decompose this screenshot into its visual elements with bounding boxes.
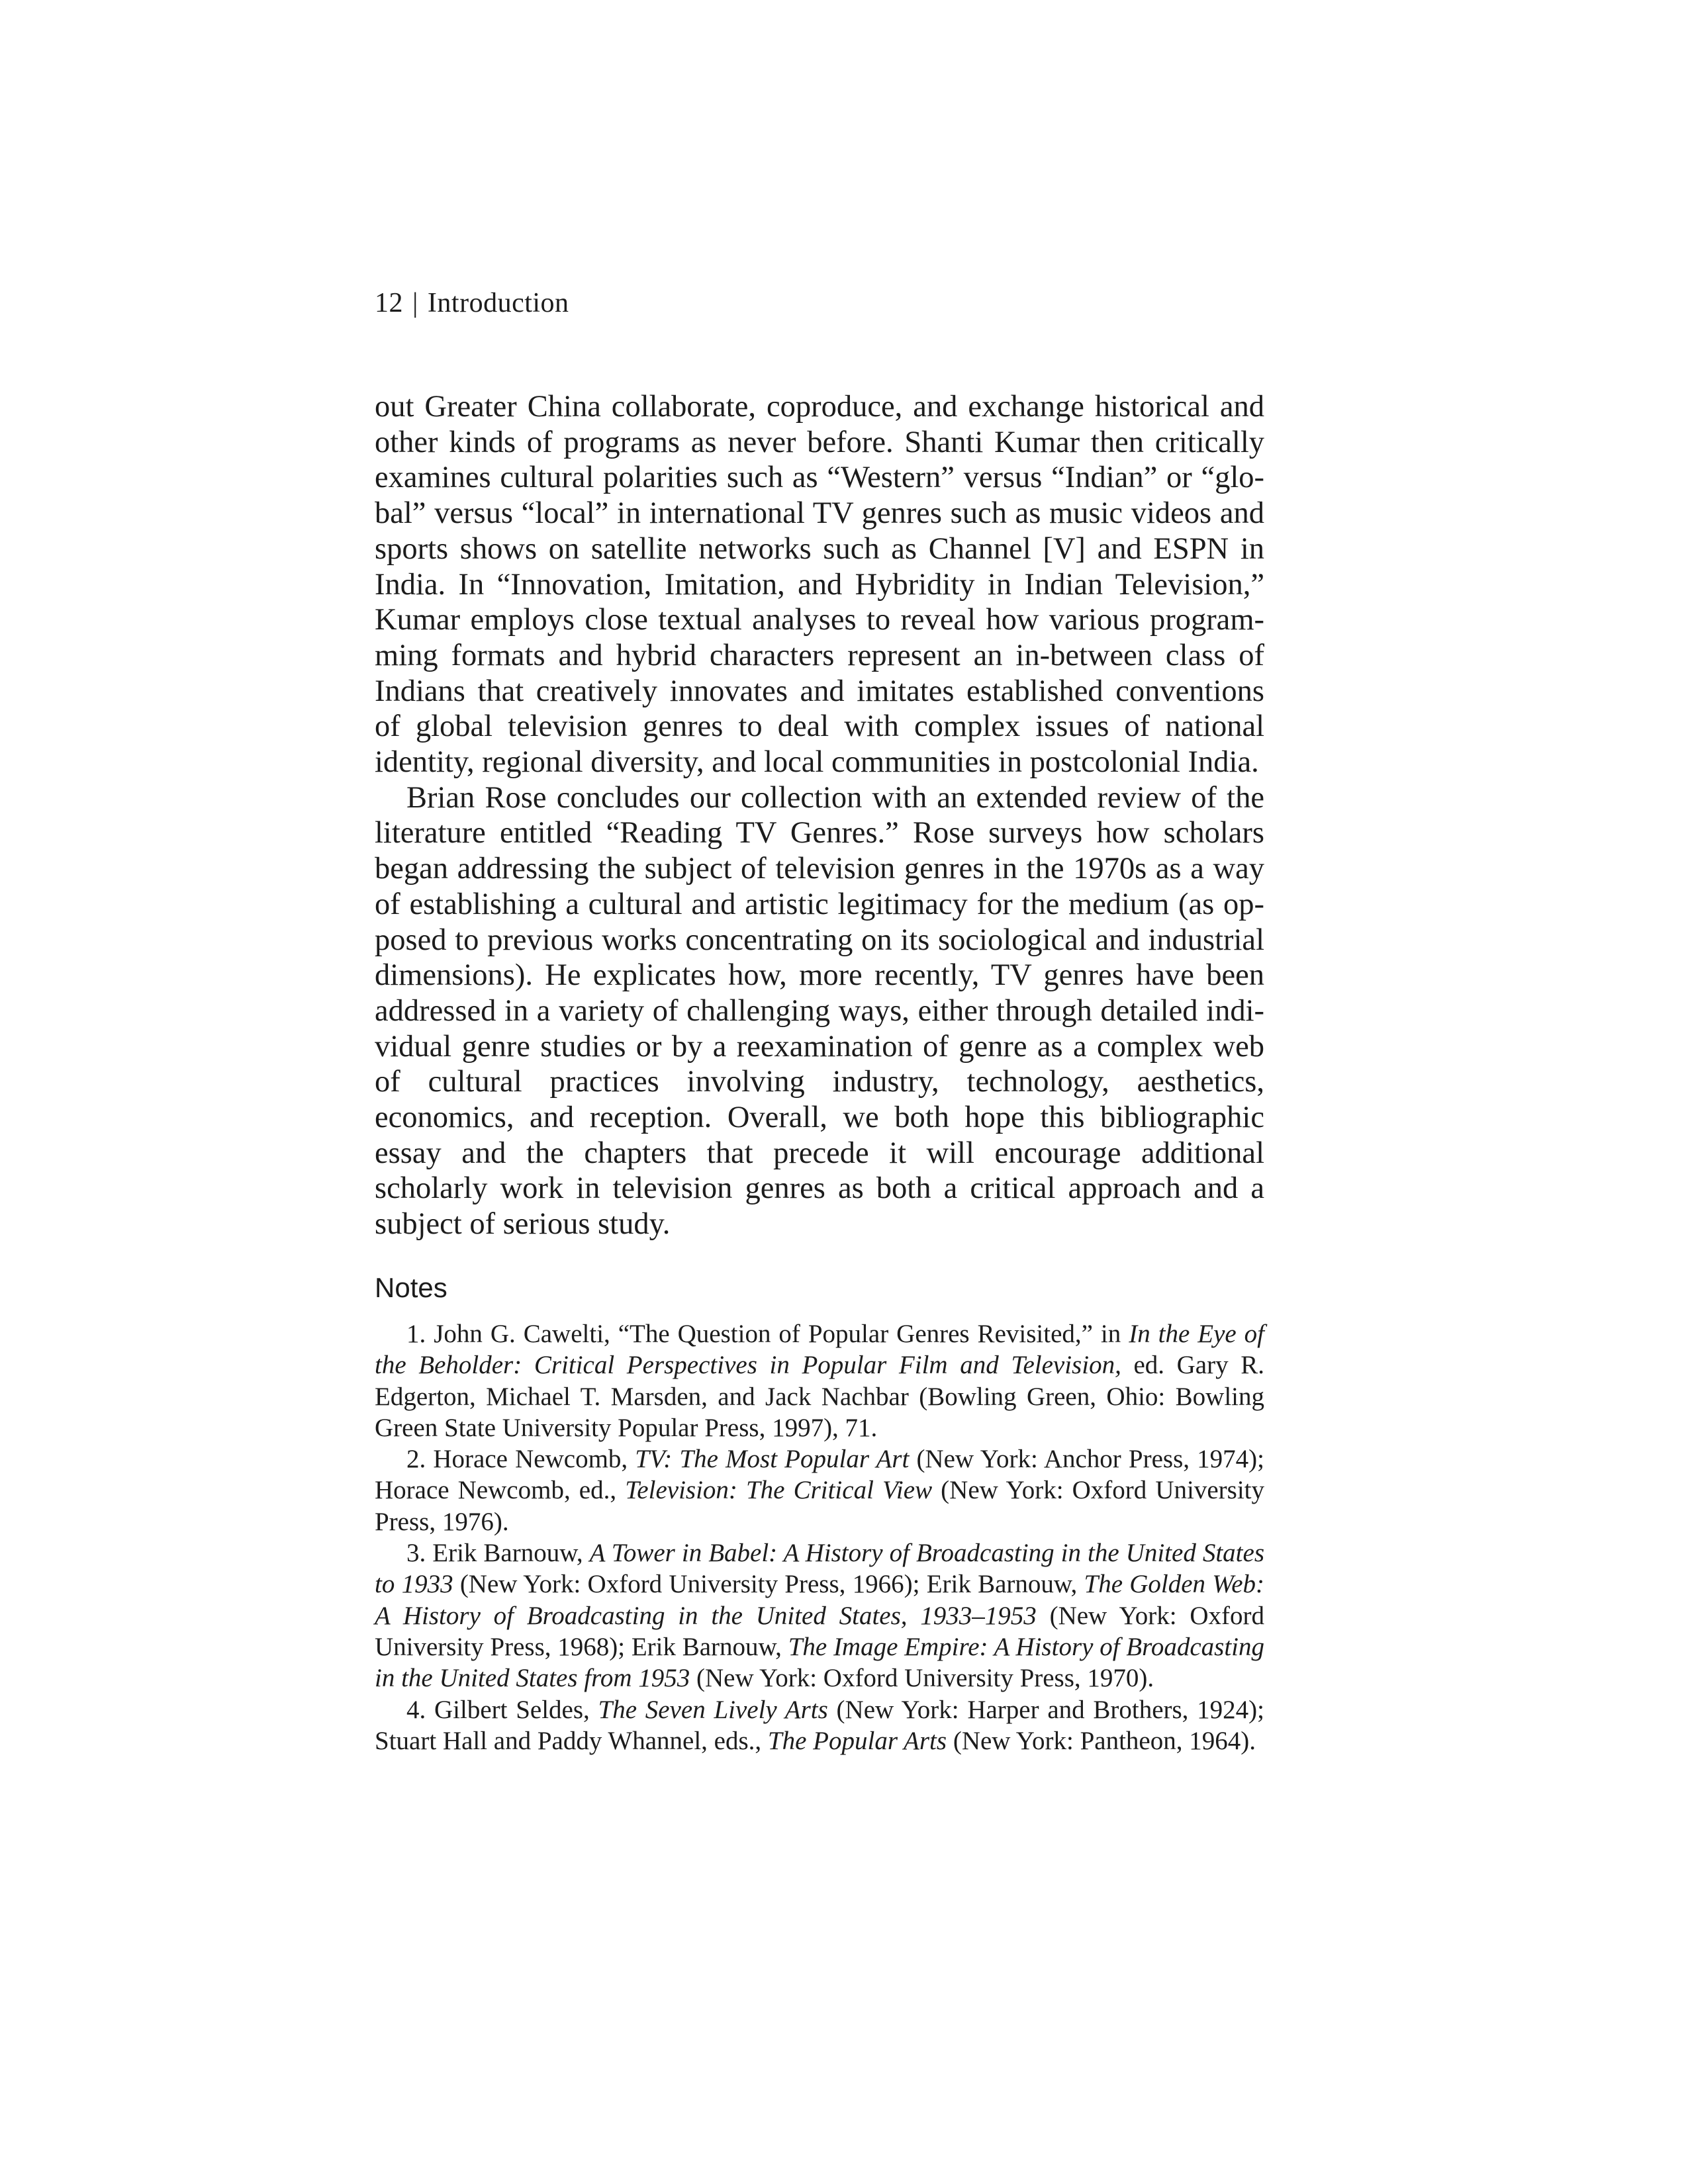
note-4-title: The Popular Arts [767, 1726, 947, 1755]
note-4 [375, 1694, 1264, 1757]
body-paragraph-1: out Greater China collaborate, coproduce, and exchange historical and other kinds of programs as never before. Shanti Kumar then critically examines cultural polarities such as “Western” versus “Indian” or “global” versus “local” in international TV genres such as music videos and sports shows on satellite networks such as Channel [V] and ESPN in India. In “Innovation, Imitation, and Hybridity in Indian Television,” Kumar employs close textual analyses to reveal how various programming formats and hybrid characters represent an in-between class of Indians that creatively innovates and imitates established conventions of global television genres to deal with complex issues of national identity, regional diversity, and local communities in postcolonial India. [375, 390, 1264, 780]
note-2-text: (New York: Oxford University Press, 1976). [375, 1476, 1264, 1536]
note-1 [375, 1318, 1264, 1443]
note-2-title: TV: The Most Popular Art [635, 1445, 910, 1474]
note-2 [375, 1443, 1264, 1537]
body-paragraph-2: Brian Rose concludes our collection with an extended review of the literature entitled “Reading TV Genres.” Rose surveys how scholars began addressing the subject of television genres in the 1970s as a way of establishing a cultural and artistic legitimacy for the medium (as opposed to previous works concentrating on its sociological and industrial dimensions). He explicates how, more recently, TV genres have been addressed in a variety of challenging ways, either through detailed individual genre studies or by a reexamination of genre as a complex web of cultural practices involving industry, technology, aesthetics, economics, and reception. Overall, we both hope this bibliographic essay and the chapters that precede it will encourage additional scholarly work in television genres as both a critical approach and a subject of serious study. [375, 780, 1264, 1242]
running-title: Introduction [427, 288, 569, 318]
note-2-text: 2. Horace Newcomb, [406, 1445, 635, 1474]
page-number: 12 [375, 288, 403, 318]
note-2-title: Television: The Critical View [625, 1476, 933, 1505]
note-4-title: The Seven Lively Arts [598, 1695, 828, 1724]
note-2-text: (New York: Anchor Press, 1974); Horace Newcomb, ed., [375, 1445, 1264, 1505]
note-3-text: 3. Erik Barnouw, [406, 1539, 590, 1568]
notes-heading: Notes [375, 1272, 447, 1303]
note-3-title: The Golden Web: A History of Broadcasting in the United States, 1933–1953 [375, 1570, 1264, 1630]
note-1-title: In the Eye of the Beholder: Critical Perspectives in Popular Film and Television, [375, 1320, 1264, 1380]
note-3-text: (New York: Oxford University Press, 1968); Erik Barnouw, [375, 1601, 1265, 1661]
running-header [375, 285, 1275, 322]
note-1-text: ed. Gary R. Edgerton, Michael T. Marsden, and Jack Nachbar (Bowling Green, Ohio: Bowling Green State University Popular Press, 1997), 71. [375, 1351, 1264, 1442]
note-3-title: A Tower in Babel: A History of Broadcasting in the United States to 1933 [375, 1539, 1264, 1599]
note-3-title: The Image Empire: A History of Broadcasting in the United States from 1953 [375, 1632, 1264, 1693]
header-separator: | [412, 288, 418, 318]
note-3-text: (New York: Oxford University Press, 1966); Erik Barnouw, [453, 1570, 1084, 1599]
body-text [375, 389, 1264, 1242]
note-3 [375, 1537, 1264, 1694]
note-4-text: 4. Gilbert Seldes, [406, 1695, 598, 1724]
note-3-text: (New York: Oxford University Press, 1970). [690, 1664, 1154, 1693]
note-4-text: (New York: Harper and Brothers, 1924); Stuart Hall and Paddy Whannel, eds., [375, 1695, 1265, 1755]
note-1-text: 1. John G. Cawelti, “The Question of Popular Genres Revisited,” in [406, 1320, 1129, 1348]
notes-list [375, 1318, 1264, 1756]
note-4-text: (New York: Pantheon, 1964). [947, 1726, 1256, 1755]
